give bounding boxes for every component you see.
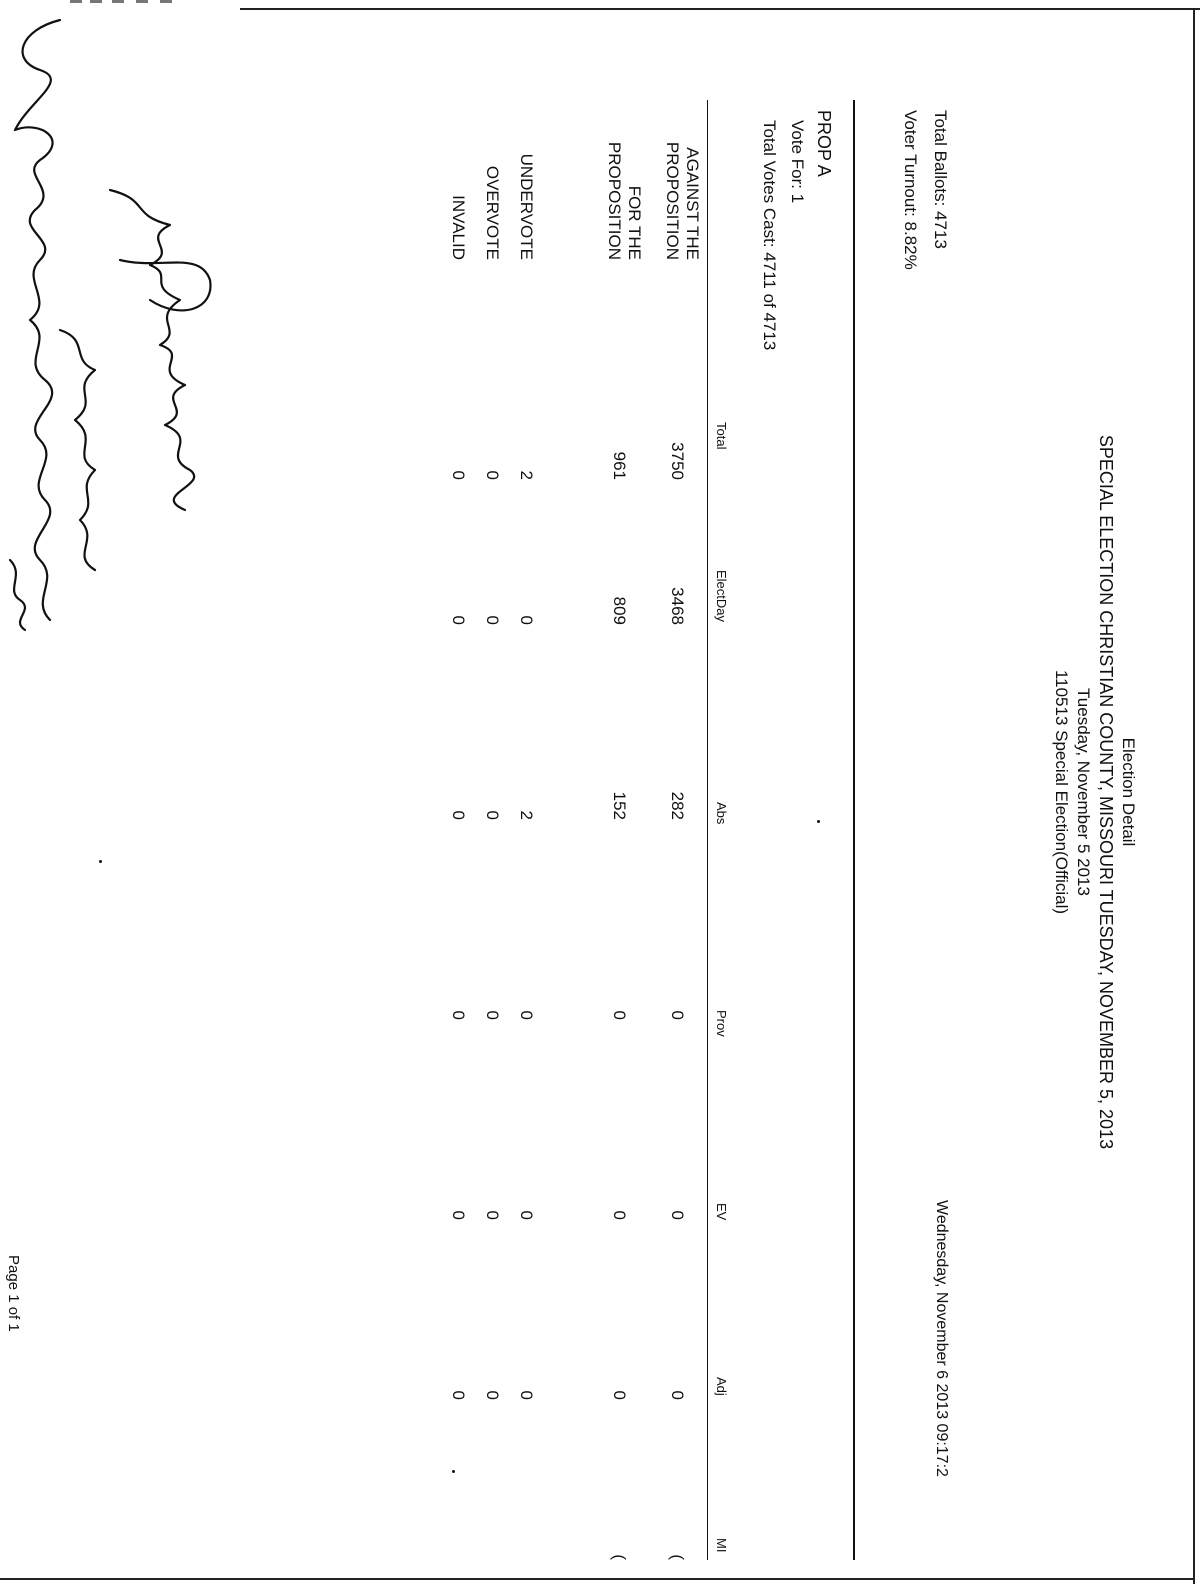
table-cell: 2: [517, 810, 536, 820]
table-cell: 0: [610, 1010, 629, 1020]
table-cell: 0: [449, 1010, 468, 1020]
column-header-abs: Abs: [714, 802, 729, 825]
table-cell: 0: [517, 615, 536, 625]
table-cell: 0: [449, 1390, 468, 1400]
row-label-invalid: INVALID: [449, 195, 468, 260]
table-cell: 0: [449, 470, 468, 480]
speck: [452, 1470, 455, 1473]
table-cell: 0: [610, 1210, 629, 1220]
table-cell: 0: [517, 1210, 536, 1220]
table-cell: 0: [483, 1210, 502, 1220]
total-votes-cast: Total Votes Cast: 4711 of 4713: [760, 120, 779, 351]
table-cell: 2: [517, 470, 536, 480]
speck: [817, 820, 820, 823]
report-subtitle: SPECIAL ELECTION CHRISTIAN COUNTY, MISSOURI TUESDAY, NOVEMBER 5, 2013: [1096, 434, 1116, 1150]
voter-turnout: Voter Turnout: 8.82%: [901, 110, 920, 270]
table-cell: (: [668, 1554, 687, 1560]
table-rule: [707, 100, 708, 1560]
header-rule: [853, 100, 855, 1560]
table-cell: 0: [483, 470, 502, 480]
report-title: Election Detail: [1119, 737, 1138, 847]
column-header-ev: EV: [714, 1203, 729, 1221]
row-label-line: AGAINST THE: [683, 147, 702, 260]
total-ballots: Total Ballots: 4713: [931, 110, 950, 249]
page-number: Page 1 of 1: [5, 1255, 22, 1332]
table-cell: 0: [483, 810, 502, 820]
table-cell: 0: [449, 810, 468, 820]
row-label-undervote: UNDERVOTE: [517, 153, 536, 260]
table-cell: 0: [449, 1210, 468, 1220]
row-label-for: [604, 90, 644, 260]
row-label-line: PROPOSITION: [663, 141, 682, 260]
table-cell: 3468: [668, 587, 687, 625]
table-cell: 0: [610, 1390, 629, 1400]
report-election-name: 110513 Special Election(Official): [1052, 669, 1071, 915]
table-cell: 0: [668, 1390, 687, 1400]
vote-for: Vote For: 1: [788, 120, 807, 204]
table-cell: (: [610, 1554, 629, 1560]
row-label-overvote: OVERVOTE: [483, 165, 502, 260]
row-label-against: [662, 90, 702, 260]
table-cell: 0: [483, 1010, 502, 1020]
table-cell: 0: [449, 615, 468, 625]
row-label-line: FOR THE: [625, 185, 644, 260]
row-label-line: PROPOSITION: [605, 141, 624, 260]
column-header-total: Total: [714, 422, 729, 450]
table-cell: 152: [610, 791, 629, 820]
table-cell: 0: [483, 1390, 502, 1400]
table-cell: 0: [668, 1210, 687, 1220]
table-cell: 809: [610, 596, 629, 625]
report-date: Tuesday, November 5 2013: [1074, 688, 1093, 896]
table-cell: 961: [610, 451, 629, 480]
contest-name: PROP A: [814, 110, 834, 177]
signatures-handwritten: [0, 0, 240, 1584]
column-header-prov: Prov: [714, 1010, 729, 1037]
table-cell: 0: [517, 1390, 536, 1400]
table-cell: 0: [483, 615, 502, 625]
column-header-electday: ElectDay: [714, 570, 729, 623]
table-cell: 282: [668, 791, 687, 820]
column-header-mi: MI: [714, 1538, 729, 1553]
table-cell: 0: [517, 1010, 536, 1020]
column-header-adj: Adj: [714, 1377, 729, 1396]
table-cell: 3750: [668, 442, 687, 480]
table-cell: 0: [668, 1010, 687, 1020]
report-timestamp: Wednesday, November 6 2013 09:17:2: [933, 1200, 950, 1477]
